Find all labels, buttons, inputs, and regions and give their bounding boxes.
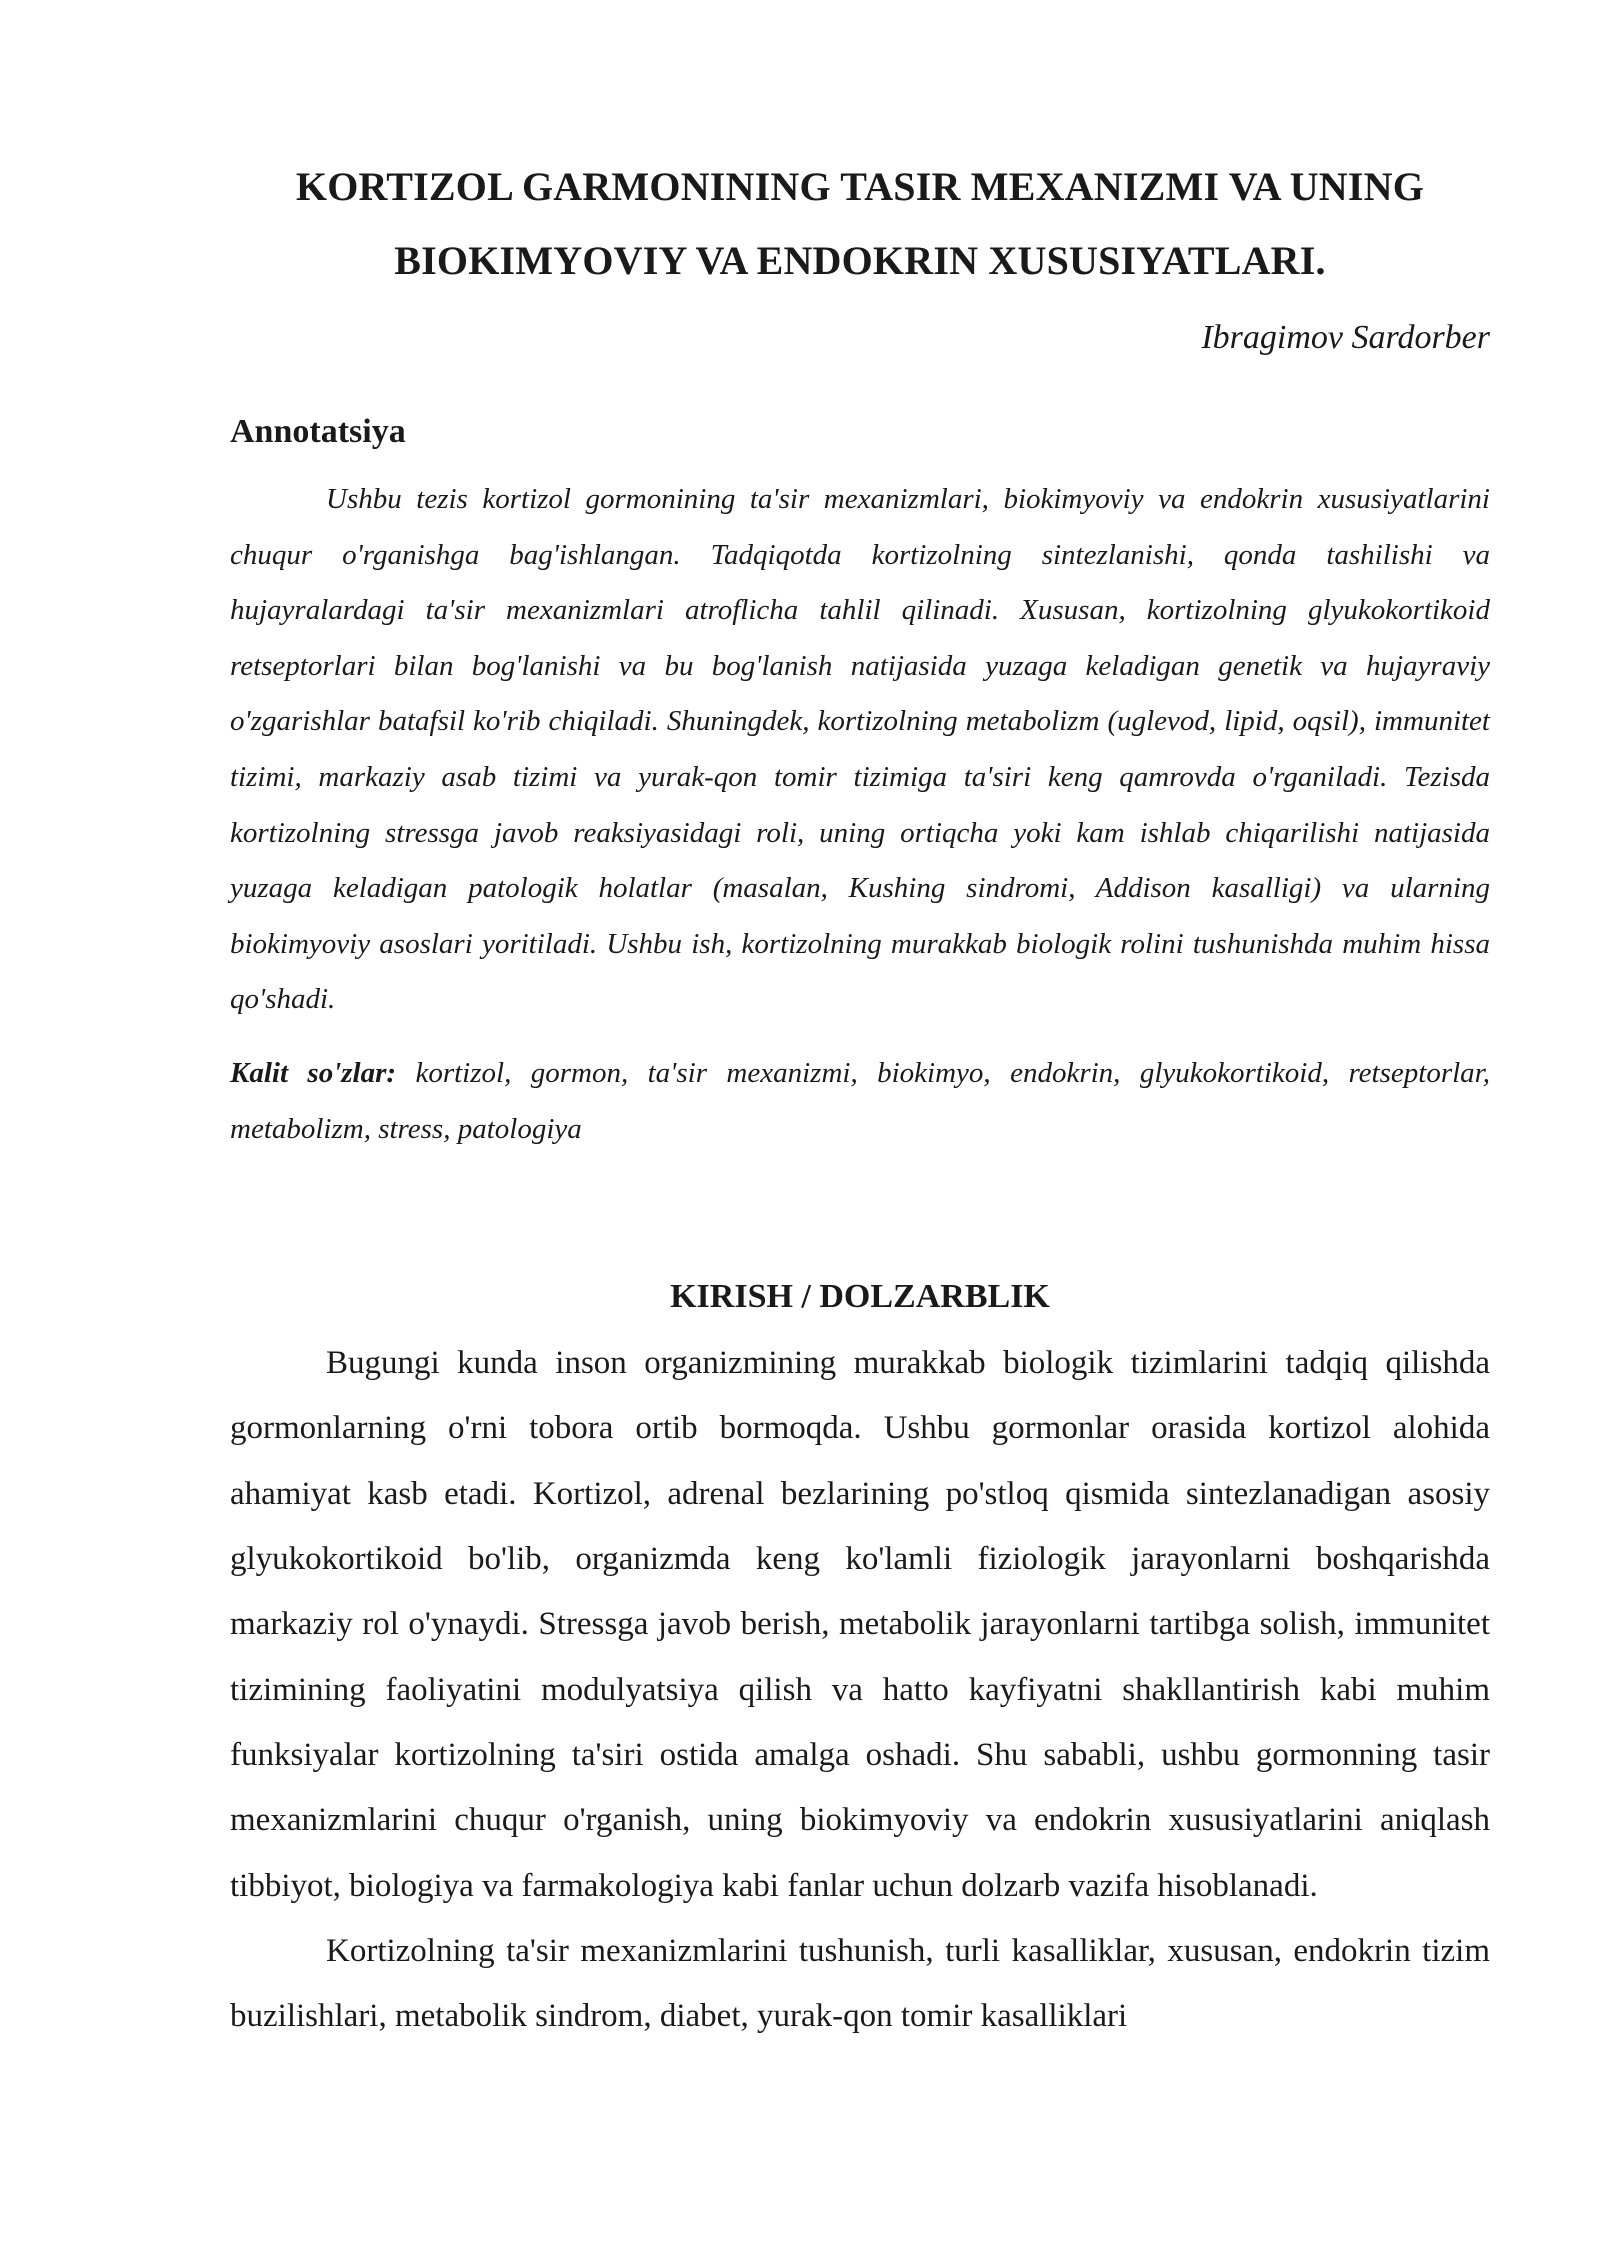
paper-title-line-2: BIOKIMYOVIY VA ENDOKRIN XUSUSIYATLARI. — [394, 238, 1326, 283]
abstract-text: Ushbu tezis kortizol gormonining ta'sir mexanizmlari, biokimyoviy va endokrin xususiyatlarini chuqur o'rganishga bag'ishlangan. Tadqiqotda kortizolning sintezlanishi, qonda tashilishi va hujayralardagi ta'sir mexanizmlari atroflicha tahlil qilinadi. Xususan, kortizolning glyukokortikoid retseptorlari bilan bog'lanishi va bu bog'lanish natijasida yuzaga keladigan genetik va hujayraviy o'zgarishlar batafsil ko'rib chiqiladi. Shuningdek, kortizolning metabolizm (uglevod, lipid, oqsil), immunitet tizimi, markaziy asab tizimi va yurak-qon tomir tizimiga ta'siri keng qamrovda o'rganiladi. Tezisda kortizolning stressga javob reaksiyasidagi roli, uning ortiqcha yoki kam ishlab chiqarilishi natijasida yuzaga keladigan patologik holatlar (masalan, Kushing sindromi, Addison kasalligi) va ularning biokimyoviy asoslari yoritiladi. Ushbu ish, kortizolning murakkab biologik rolini tushunishda muhim hissa qo'shadi. — [230, 483, 1490, 1016]
keywords — [230, 1046, 1490, 1157]
keywords-list: kortizol, gormon, ta'sir mexanizmi, biokimyo, endokrin, glyukokortikoid, retseptorlar, metabolizm, stress, patologiya — [230, 1056, 1490, 1145]
body-paragraph: Bugungi kunda inson organizmining murakkab biologik tizimlarini tadqiq qilishda gormonlarning o'rni tobora ortib bormoqda. Ushbu gormonlar orasida kortizol alohida ahamiyat kasb etadi. Kortizol, adrenal bezlarining po'stloq qismida sintezlanadigan asosiy glyukokortikoid bo'lib, organizmda keng ko'lamli fiziologik jarayonlarni boshqarishda markaziy rol o'ynaydi. Stressga javob berish, metabolik jarayonlarni tartibga solish, immunitet tizimining faoliyatini modulyatsiya qilish va hatto kayfiyatni shakllantirish kabi muhim funksiyalar kortizolning ta'siri ostida amalga oshadi. Shu sababli, ushbu gormonning tasir mexanizmlarini chuqur o'rganish, uning biokimyoviy va endokrin xususiyatlarini aniqlash tibbiyot, biologiya va farmakologiya kabi fanlar uchun dolzarb vazifa hisoblanadi. — [230, 1345, 1490, 1904]
author-name: Ibragimov Sardorber — [1201, 319, 1490, 356]
paper-title — [230, 150, 1490, 298]
document-page — [230, 0, 1490, 2049]
abstract-heading: Annotatsiya — [230, 413, 406, 450]
paper-title-line-1: KORTIZOL GARMONINING TASIR MEXANIZMI VA UNING — [295, 164, 1425, 209]
keywords-label: Kalit so'zlar: — [230, 1056, 397, 1089]
body-paragraph: Kortizolning ta'sir mexanizmlarini tushunish, turli kasalliklar, xususan, endokrin tizim buzilishlari, metabolik sindrom, diabet, yurak-qon tomir kasalliklari — [230, 1932, 1490, 2035]
section-heading-introduction: KIRISH / DOLZARBLIK — [670, 1278, 1050, 1316]
